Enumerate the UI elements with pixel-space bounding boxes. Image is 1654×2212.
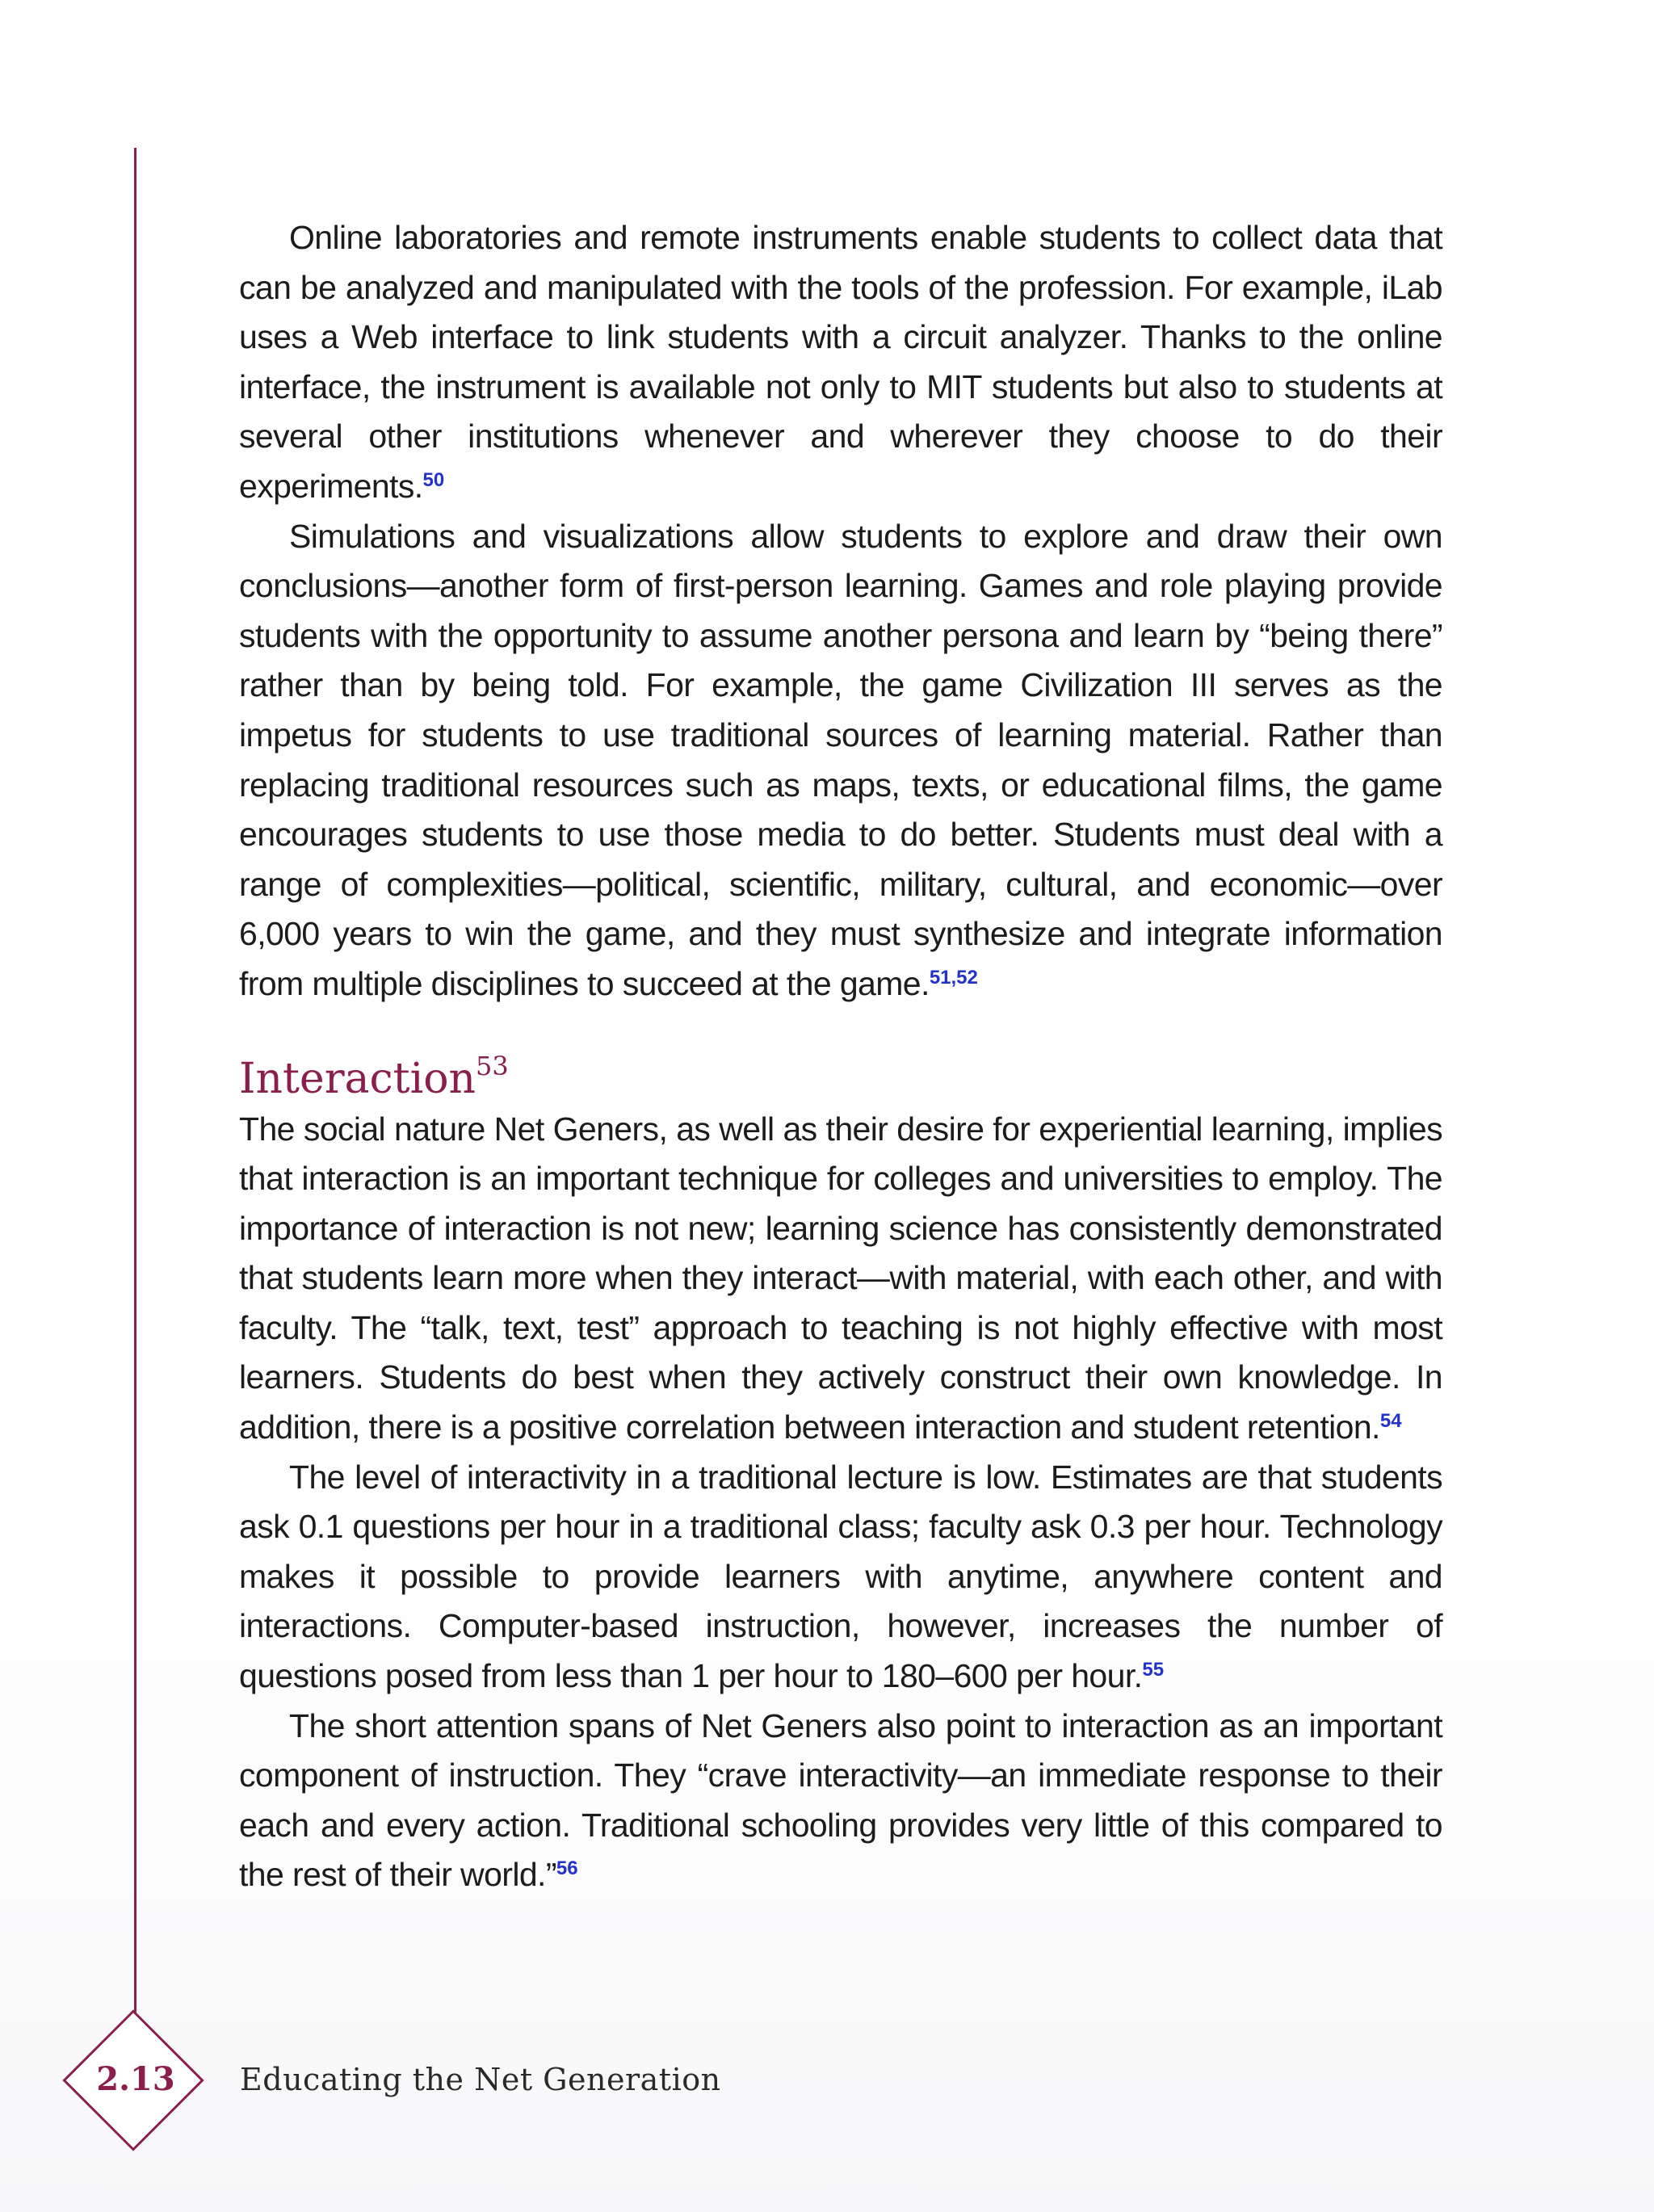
section-heading-text: Interaction: [239, 1054, 476, 1103]
footnote-ref-53[interactable]: 53: [476, 1050, 509, 1081]
page-number: 2.13: [96, 2060, 175, 2098]
footnote-ref-50[interactable]: 50: [422, 468, 445, 491]
paragraph-interactivity-level: [239, 1453, 1442, 1702]
paragraph-attention-spans: [239, 1702, 1442, 1900]
paragraph-text: Simulations and visualizations allow students to explore and draw their own conclusions—another form of first-person learning. Games and role playing provide students with the opportunity to assume another persona and learn by “being there” rather than by being told. For example, the game Civilization III serves as the impetus for students to use traditional sources of learning material. Rather than replacing traditional resources such as maps, texts, or educational films, the game encourages students to use those media to do better. Students must deal with a range of complexities—political, scientific, military, cultural, and economic—over 6,000 years to win the game, and they must synthesize and integrate information from multiple disciplines to succeed at the game.: [239, 517, 1442, 1002]
footnote-ref-55[interactable]: 55: [1142, 1659, 1165, 1681]
footnote-ref-56[interactable]: 56: [556, 1857, 578, 1880]
footnote-ref-54[interactable]: 54: [1379, 1410, 1402, 1433]
paragraph-text: Online laboratories and remote instruments enable students to collect data that can be analyzed and manipulated with the tools of the profession. For example, iLab uses a Web interface to link students with a circuit analyzer. Thanks to the online interface, the instrument is available not only to MIT students but also to students at several other institutions whenever and wherever they choose to do their experiments.: [239, 219, 1442, 505]
body-text: [239, 213, 1442, 1900]
paragraph-simulations: [239, 512, 1442, 1009]
section-heading-interaction: [239, 1050, 1442, 1105]
paragraph-text: The short attention spans of Net Geners also point to interaction as an important component of instruction. They “crave interactivity—an immediate response to their each and every action. Traditional schooling provides very little of this compared to the rest of their world.”: [239, 1706, 1442, 1894]
running-footer-title: Educating the Net Generation: [240, 2062, 721, 2097]
paragraph-online-labs: [239, 213, 1442, 512]
paragraph-social-nature: [239, 1105, 1442, 1453]
paragraph-text: The social nature Net Geners, as well as their desire for experiential learning, implies that interaction is an important technique for colleges and universities to employ. The importance of interaction is not new; learning science has consistently demonstrated that students learn more when they interact—with material, with each other, and with faculty. The “talk, text, test” approach to teaching is not highly effective with most learners. Students do best when they actively construct their own knowledge. In addition, there is a positive correlation between interaction and student retention.: [239, 1110, 1442, 1446]
paragraph-text: The level of interactivity in a traditional lecture is low. Estimates are that students ask 0.1 questions per hour in a traditional class; faculty ask 0.3 per hour. Technology makes it possible to provide learners with anytime, anywhere content and interactions. Computer-based instruction, however, increases the number of questions posed from less than 1 per hour to 180–600 per hour.: [239, 1458, 1442, 1695]
footnote-ref-51-52[interactable]: 51,52: [929, 966, 978, 988]
margin-rule: [134, 148, 136, 2080]
